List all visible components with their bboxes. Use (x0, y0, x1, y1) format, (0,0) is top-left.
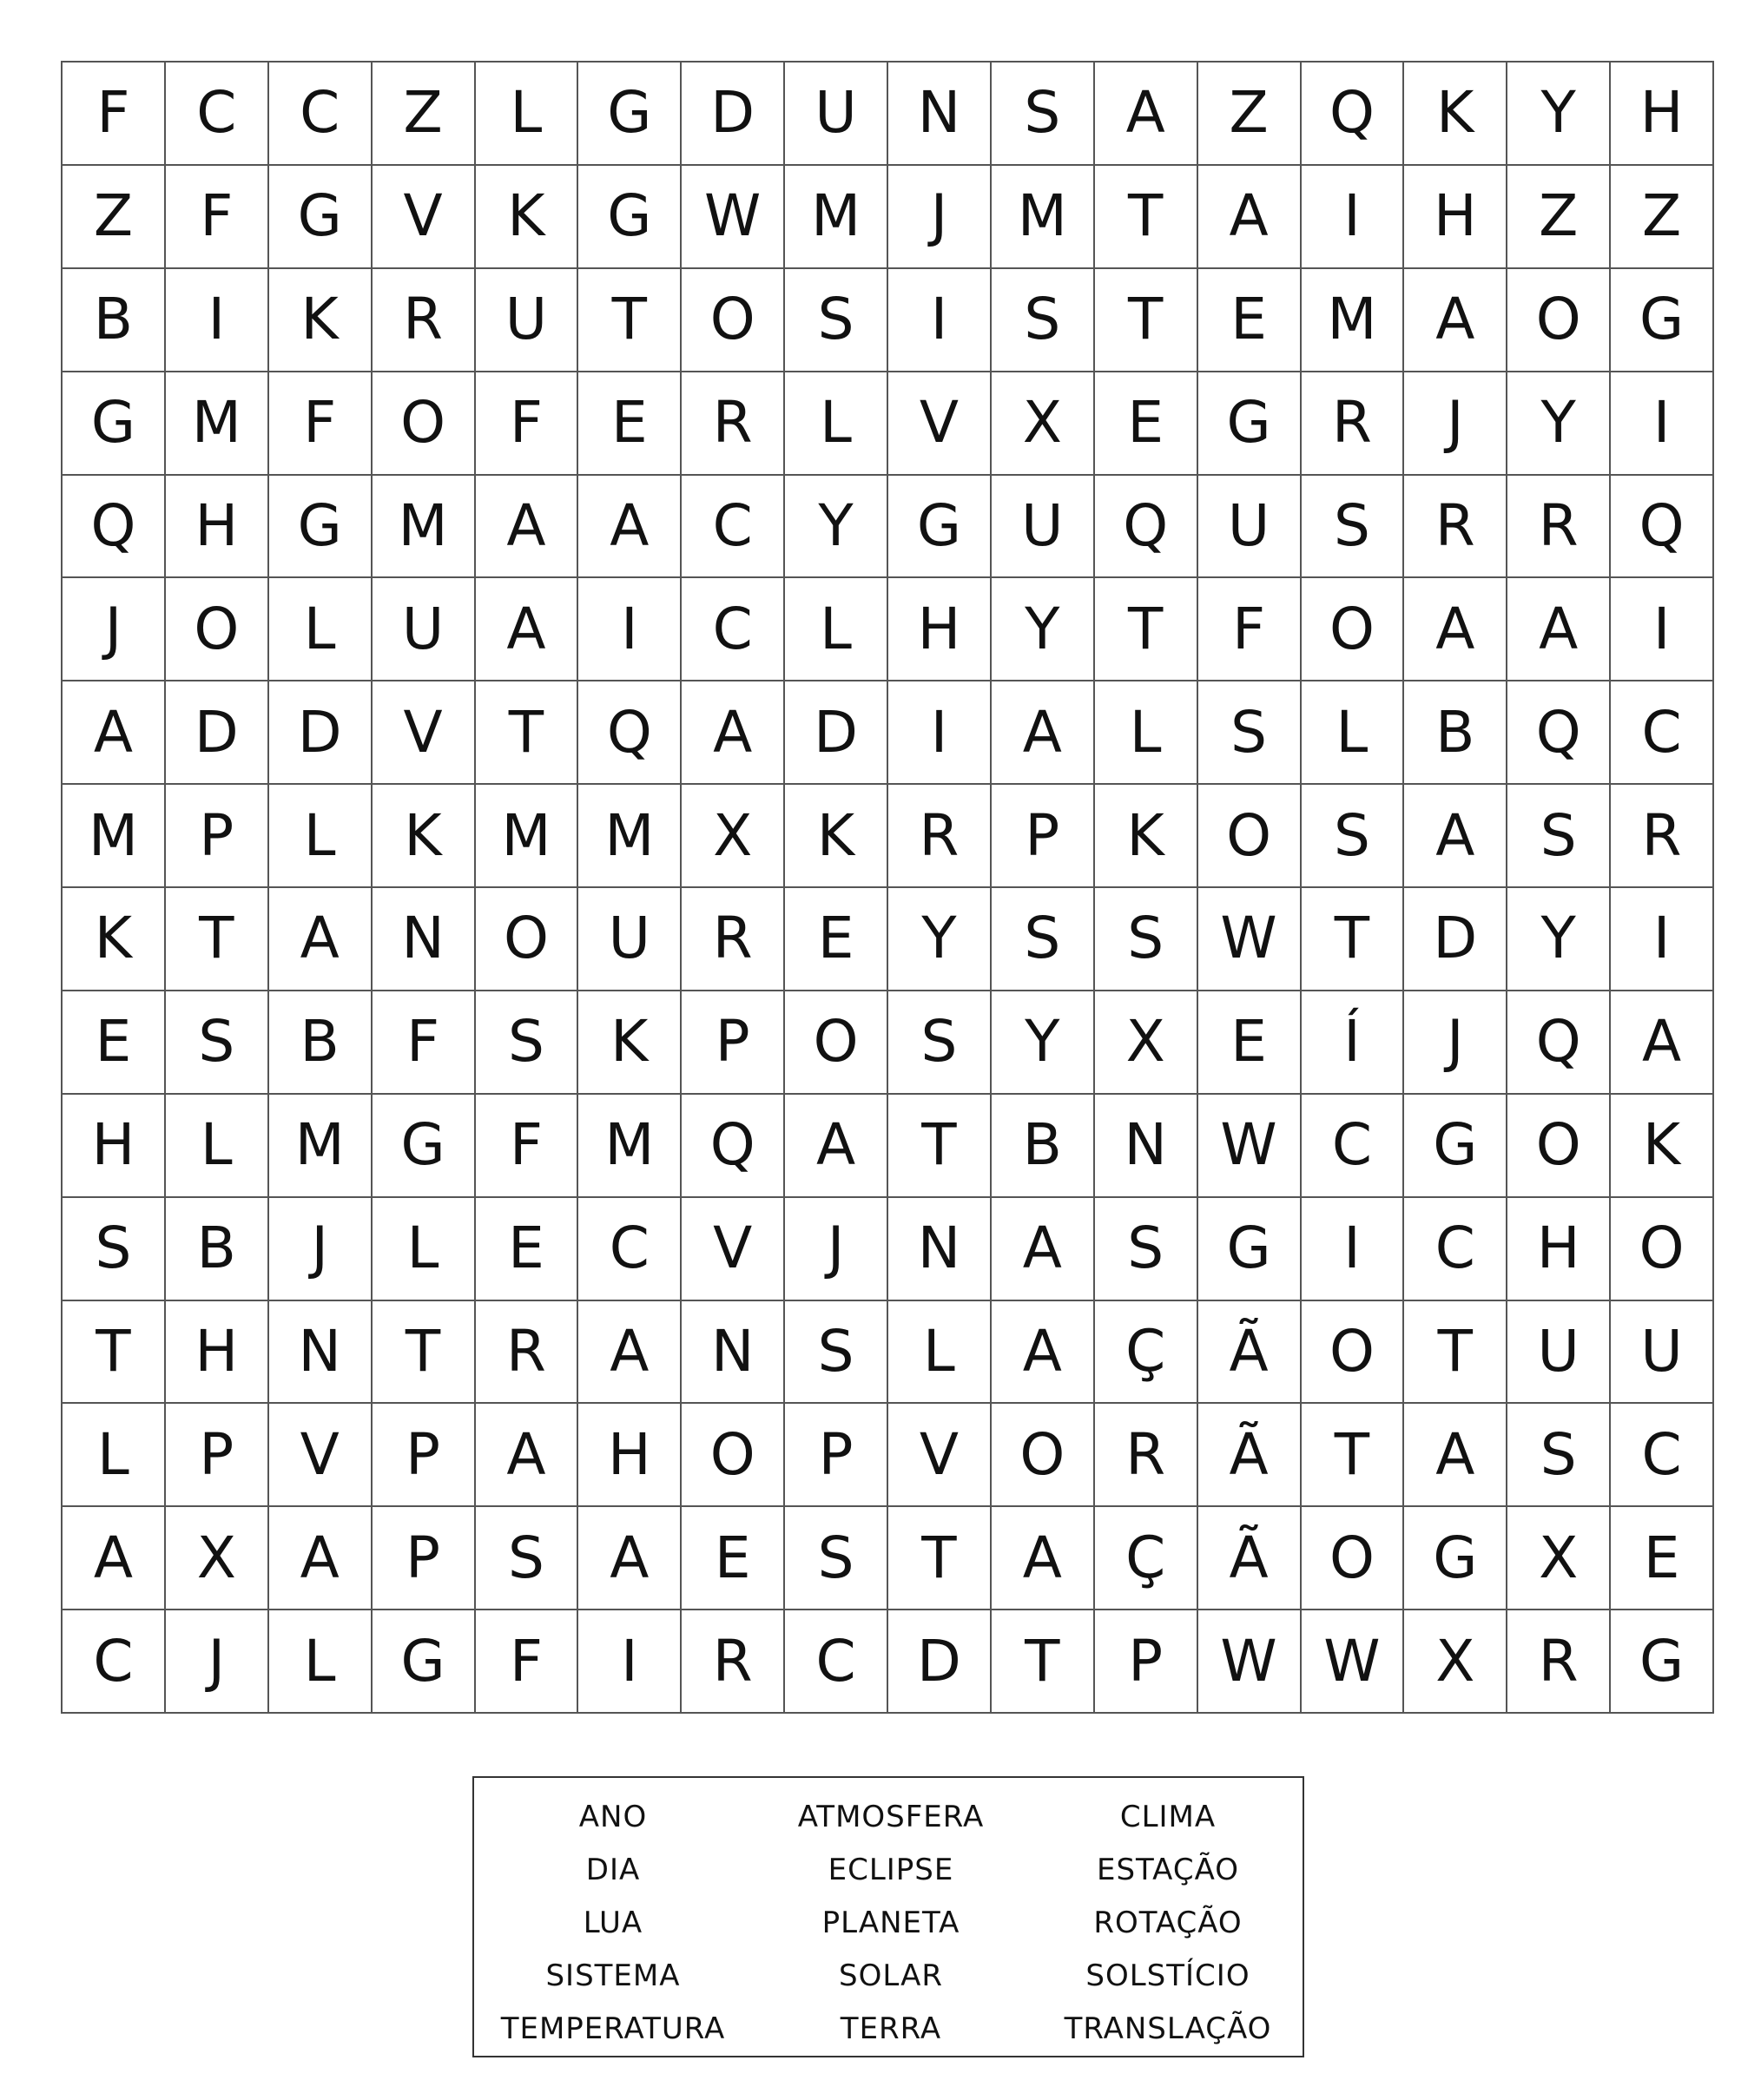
grid-cell: W (682, 166, 785, 269)
grid-cell: O (1302, 578, 1405, 681)
grid-cell: G (1611, 1610, 1714, 1714)
grid-cell: O (682, 269, 785, 372)
grid-cell: B (63, 269, 166, 372)
word-list-item: SISTEMA (545, 1958, 681, 1993)
grid-cell: A (1404, 578, 1507, 681)
word-list-item: ROTAÇÃO (1093, 1905, 1243, 1940)
grid-cell: M (269, 1095, 373, 1198)
grid-cell: H (166, 1301, 269, 1405)
grid-cell: E (1611, 1507, 1714, 1610)
grid-cell: D (682, 63, 785, 166)
grid-cell: O (476, 888, 579, 991)
grid-cell: Y (992, 991, 1095, 1095)
grid-cell: I (1611, 578, 1714, 681)
grid-cell: G (578, 166, 682, 269)
grid-cell: I (1611, 372, 1714, 476)
grid-cell: H (578, 1404, 682, 1507)
grid-cell: O (992, 1404, 1095, 1507)
grid-cell: G (1404, 1507, 1507, 1610)
grid-cell: R (1404, 476, 1507, 579)
grid-cell: A (785, 1095, 888, 1198)
grid-cell: B (269, 991, 373, 1095)
grid-cell: I (1302, 166, 1405, 269)
grid-cell: Y (1507, 63, 1611, 166)
word-list (474, 1790, 1303, 2055)
grid-cell: Y (785, 476, 888, 579)
grid-cell: V (888, 372, 992, 476)
grid-cell: O (1198, 785, 1302, 888)
word-list-item: TEMPERATURA (500, 2011, 726, 2046)
grid-cell: E (63, 991, 166, 1095)
grid-cell: A (578, 1301, 682, 1405)
grid-cell: L (888, 1301, 992, 1405)
grid-cell: S (1095, 1198, 1198, 1301)
grid-cell: J (166, 1610, 269, 1714)
grid-cell: O (1611, 1198, 1714, 1301)
grid-cell: V (373, 166, 476, 269)
grid-cell: T (1095, 269, 1198, 372)
grid-cell: R (1302, 372, 1405, 476)
word-list-item: TERRA (840, 2011, 942, 2046)
grid-cell: Í (1302, 991, 1405, 1095)
grid-cell: U (785, 63, 888, 166)
grid-cell: K (1611, 1095, 1714, 1198)
grid-cell: R (682, 372, 785, 476)
grid-cell: O (373, 372, 476, 476)
grid-cell: Q (1095, 476, 1198, 579)
grid-cell: Z (1611, 166, 1714, 269)
grid-cell: M (476, 785, 579, 888)
grid-cell: E (1198, 991, 1302, 1095)
grid-cell: A (682, 681, 785, 785)
grid-cell: L (269, 1610, 373, 1714)
grid-cell: N (888, 63, 992, 166)
grid-cell: A (63, 681, 166, 785)
grid-cell: R (476, 1301, 579, 1405)
grid-cell: A (476, 1404, 579, 1507)
grid-cell: X (1507, 1507, 1611, 1610)
grid-cell: H (1404, 166, 1507, 269)
grid-cell: P (166, 1404, 269, 1507)
grid-cell: S (785, 1301, 888, 1405)
grid-cell: A (578, 1507, 682, 1610)
grid-cell: F (476, 1610, 579, 1714)
grid-cell: N (269, 1301, 373, 1405)
grid-cell: L (476, 63, 579, 166)
grid-cell: V (888, 1404, 992, 1507)
grid-cell: O (1302, 1301, 1405, 1405)
grid-cell: C (785, 1610, 888, 1714)
grid-cell: V (682, 1198, 785, 1301)
grid-cell: E (476, 1198, 579, 1301)
grid-cell: A (992, 1198, 1095, 1301)
grid-cell: H (63, 1095, 166, 1198)
grid-cell: J (269, 1198, 373, 1301)
grid-cell: A (992, 1301, 1095, 1405)
grid-cell: A (1095, 63, 1198, 166)
word-list-item: SOLSTÍCIO (1085, 1958, 1250, 1993)
grid-cell: G (1198, 372, 1302, 476)
grid-cell: Q (1507, 681, 1611, 785)
grid-cell: S (476, 1507, 579, 1610)
grid-cell: U (1198, 476, 1302, 579)
grid-cell: P (682, 991, 785, 1095)
grid-cell: C (1611, 1404, 1714, 1507)
grid-cell: F (1198, 578, 1302, 681)
grid-cell: W (1302, 1610, 1405, 1714)
grid-cell: K (785, 785, 888, 888)
grid-cell: W (1198, 888, 1302, 991)
grid-cell: T (373, 1301, 476, 1405)
grid-cell: S (1507, 1404, 1611, 1507)
grid-cell: E (785, 888, 888, 991)
grid-cell: A (476, 578, 579, 681)
word-list-item: DIA (585, 1852, 641, 1887)
grid-cell: B (1404, 681, 1507, 785)
grid-cell: M (166, 372, 269, 476)
grid-cell: R (1507, 476, 1611, 579)
grid-cell: Ç (1095, 1507, 1198, 1610)
grid-cell: G (269, 166, 373, 269)
grid-cell: S (1507, 785, 1611, 888)
grid-cell: C (269, 63, 373, 166)
grid-cell: P (785, 1404, 888, 1507)
grid-cell: G (63, 372, 166, 476)
grid-cell: S (476, 991, 579, 1095)
grid-cell: Y (992, 578, 1095, 681)
grid-cell: J (888, 166, 992, 269)
grid-cell: I (1302, 1198, 1405, 1301)
grid-cell: Z (1507, 166, 1611, 269)
grid-cell: B (992, 1095, 1095, 1198)
grid-cell: S (166, 991, 269, 1095)
grid-cell: A (992, 1507, 1095, 1610)
grid-cell: O (166, 578, 269, 681)
grid-cell: L (785, 372, 888, 476)
grid-cell: D (888, 1610, 992, 1714)
grid-cell: E (1095, 372, 1198, 476)
grid-cell: M (1302, 269, 1405, 372)
grid-cell: U (1611, 1301, 1714, 1405)
grid-cell: C (63, 1610, 166, 1714)
grid-cell: E (682, 1507, 785, 1610)
grid-cell: P (373, 1404, 476, 1507)
grid-cell: F (166, 166, 269, 269)
grid-cell: S (992, 888, 1095, 991)
grid-cell: S (1302, 785, 1405, 888)
grid-cell: S (888, 991, 992, 1095)
grid-cell: O (1507, 269, 1611, 372)
grid-cell: I (888, 269, 992, 372)
grid-cell: N (682, 1301, 785, 1405)
grid-cell: I (1611, 888, 1714, 991)
grid-cell: A (1404, 785, 1507, 888)
grid-cell: O (785, 991, 888, 1095)
word-list-item: ECLIPSE (828, 1852, 954, 1887)
grid-cell: R (1611, 785, 1714, 888)
grid-cell: C (1302, 1095, 1405, 1198)
grid-cell: S (992, 63, 1095, 166)
grid-cell: D (1404, 888, 1507, 991)
grid-cell: T (888, 1095, 992, 1198)
grid-cell: A (1507, 578, 1611, 681)
word-list-box (472, 1776, 1304, 2057)
grid-cell: W (1198, 1095, 1302, 1198)
grid-cell: M (785, 166, 888, 269)
grid-cell: L (373, 1198, 476, 1301)
grid-cell: C (682, 476, 785, 579)
grid-cell: G (373, 1095, 476, 1198)
grid-cell: A (269, 1507, 373, 1610)
grid-cell: U (1507, 1301, 1611, 1405)
grid-cell: A (1404, 1404, 1507, 1507)
word-list-item: SOLAR (839, 1958, 943, 1993)
grid-cell: U (578, 888, 682, 991)
grid-cell: Q (1507, 991, 1611, 1095)
grid-cell: K (476, 166, 579, 269)
grid-cell: H (166, 476, 269, 579)
grid-cell: L (1302, 681, 1405, 785)
grid-cell: M (63, 785, 166, 888)
grid-cell: D (166, 681, 269, 785)
grid-cell: K (63, 888, 166, 991)
grid-cell: X (1095, 991, 1198, 1095)
grid-cell: G (888, 476, 992, 579)
grid-cell: Q (1302, 63, 1405, 166)
grid-cell: O (682, 1404, 785, 1507)
word-list-item: PLANETA (821, 1905, 960, 1940)
grid-cell: K (1095, 785, 1198, 888)
grid-cell: G (1611, 269, 1714, 372)
grid-cell: T (888, 1507, 992, 1610)
grid-cell: H (1611, 63, 1714, 166)
grid-cell: Z (373, 63, 476, 166)
grid-cell: S (1302, 476, 1405, 579)
grid-cell: V (373, 681, 476, 785)
grid-cell: A (1611, 991, 1714, 1095)
grid-cell: G (1198, 1198, 1302, 1301)
grid-cell: A (63, 1507, 166, 1610)
word-list-item: CLIMA (1119, 1799, 1217, 1834)
grid-cell: K (1404, 63, 1507, 166)
word-list-item: TRANSLAÇÃO (1064, 2011, 1272, 2046)
grid-cell: T (1302, 1404, 1405, 1507)
grid-cell: O (1302, 1507, 1405, 1610)
grid-cell: S (785, 269, 888, 372)
grid-cell: Y (1507, 888, 1611, 991)
grid-cell: T (1302, 888, 1405, 991)
grid-cell: S (1095, 888, 1198, 991)
grid-cell: O (1507, 1095, 1611, 1198)
grid-cell: R (682, 888, 785, 991)
grid-cell: L (1095, 681, 1198, 785)
grid-cell: G (373, 1610, 476, 1714)
grid-cell: X (992, 372, 1095, 476)
grid-cell: Q (1611, 476, 1714, 579)
grid-cell: W (1198, 1610, 1302, 1714)
grid-cell: X (166, 1507, 269, 1610)
grid-cell: R (373, 269, 476, 372)
grid-cell: V (269, 1404, 373, 1507)
grid-cell: L (63, 1404, 166, 1507)
grid-cell: C (1611, 681, 1714, 785)
grid-cell: K (578, 991, 682, 1095)
grid-cell: E (578, 372, 682, 476)
grid-cell: C (166, 63, 269, 166)
grid-cell: I (888, 681, 992, 785)
grid-cell: Y (1507, 372, 1611, 476)
grid-cell: Ã (1198, 1301, 1302, 1405)
grid-cell: X (1404, 1610, 1507, 1714)
grid-cell: J (785, 1198, 888, 1301)
grid-cell: A (1404, 269, 1507, 372)
grid-cell: Z (63, 166, 166, 269)
grid-cell: G (1404, 1095, 1507, 1198)
grid-cell: Q (63, 476, 166, 579)
grid-cell: S (992, 269, 1095, 372)
grid-cell: S (785, 1507, 888, 1610)
grid-cell: L (785, 578, 888, 681)
grid-cell: F (269, 372, 373, 476)
grid-cell: T (992, 1610, 1095, 1714)
grid-cell: L (269, 785, 373, 888)
grid-cell: T (166, 888, 269, 991)
grid-cell: J (63, 578, 166, 681)
grid-cell: H (888, 578, 992, 681)
grid-cell: Q (682, 1095, 785, 1198)
grid-cell: E (1198, 269, 1302, 372)
grid-cell: F (63, 63, 166, 166)
grid-cell: T (1095, 166, 1198, 269)
grid-cell: A (1198, 166, 1302, 269)
grid-cell: M (992, 166, 1095, 269)
grid-cell: C (682, 578, 785, 681)
grid-cell: U (476, 269, 579, 372)
grid-cell: Ã (1198, 1404, 1302, 1507)
grid-cell: P (992, 785, 1095, 888)
grid-cell: Y (888, 888, 992, 991)
grid-cell: I (578, 1610, 682, 1714)
grid-cell: K (269, 269, 373, 372)
grid-cell: M (578, 1095, 682, 1198)
grid-cell: A (269, 888, 373, 991)
word-list-item: LUA (583, 1905, 643, 1940)
grid-cell: T (1095, 578, 1198, 681)
grid-cell: T (476, 681, 579, 785)
grid-cell: X (682, 785, 785, 888)
grid-cell: P (1095, 1610, 1198, 1714)
grid-cell: T (1404, 1301, 1507, 1405)
grid-cell: P (166, 785, 269, 888)
grid-cell: I (578, 578, 682, 681)
grid-cell: R (888, 785, 992, 888)
grid-cell: S (1198, 681, 1302, 785)
grid-cell: H (1507, 1198, 1611, 1301)
grid-cell: G (269, 476, 373, 579)
grid-cell: N (373, 888, 476, 991)
grid-cell: M (373, 476, 476, 579)
grid-cell: Ã (1198, 1507, 1302, 1610)
word-list-item: ATMOSFERA (797, 1799, 985, 1834)
grid-cell: S (63, 1198, 166, 1301)
grid-cell: P (373, 1507, 476, 1610)
word-search-grid (61, 61, 1714, 1714)
grid-cell: Q (578, 681, 682, 785)
grid-cell: A (992, 681, 1095, 785)
grid-cell: A (476, 476, 579, 579)
grid-cell: N (1095, 1095, 1198, 1198)
grid-cell: L (269, 578, 373, 681)
grid-cell: F (373, 991, 476, 1095)
grid-cell: R (682, 1610, 785, 1714)
grid-cell: D (269, 681, 373, 785)
grid-cell: D (785, 681, 888, 785)
word-list-item: ESTAÇÃO (1096, 1852, 1240, 1887)
grid-cell: C (1404, 1198, 1507, 1301)
grid-cell: Ç (1095, 1301, 1198, 1405)
grid-cell: N (888, 1198, 992, 1301)
grid-cell: T (63, 1301, 166, 1405)
grid-cell: Z (1198, 63, 1302, 166)
grid-cell: I (166, 269, 269, 372)
grid-cell: G (578, 63, 682, 166)
grid-cell: K (373, 785, 476, 888)
grid-cell: L (166, 1095, 269, 1198)
grid-cell: F (476, 372, 579, 476)
grid-cell: R (1095, 1404, 1198, 1507)
grid-cell: J (1404, 991, 1507, 1095)
grid-cell: T (578, 269, 682, 372)
grid-cell: M (578, 785, 682, 888)
grid-cell: J (1404, 372, 1507, 476)
grid-cell: U (992, 476, 1095, 579)
grid-cell: B (166, 1198, 269, 1301)
grid-cell: C (578, 1198, 682, 1301)
grid-cell: F (476, 1095, 579, 1198)
grid-cell: U (373, 578, 476, 681)
grid-cell: R (1507, 1610, 1611, 1714)
grid-cell: A (578, 476, 682, 579)
word-list-item: ANO (578, 1799, 648, 1834)
